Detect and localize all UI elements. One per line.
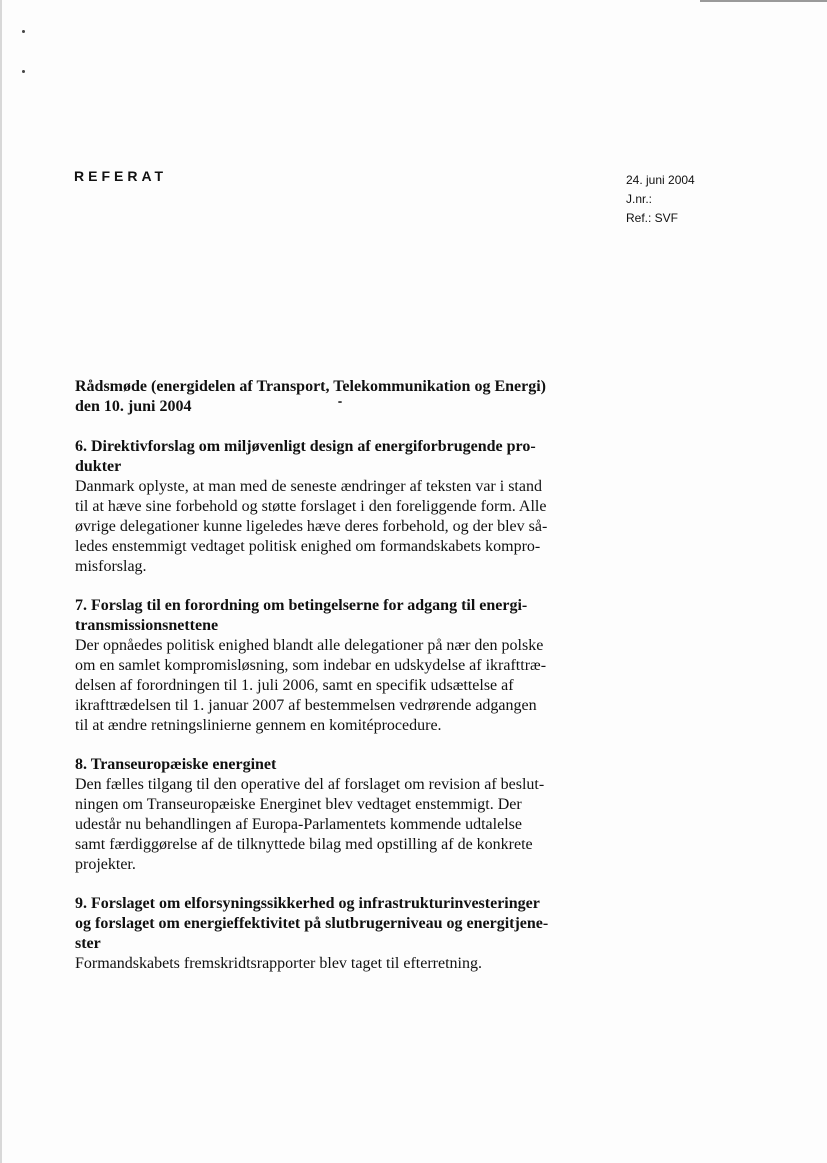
section-heading <box>75 437 580 477</box>
section-body-line: ledes enstemmigt vedtaget politisk enighed om formandskabets kompro- <box>75 538 541 555</box>
section-heading-line: 9. Forslaget om elforsyningssikkerhed og infrastrukturinvesteringer <box>75 895 540 912</box>
document-type-title: REFERAT <box>74 168 168 184</box>
section-body-line: Formandskabets fremskridtsrapporter blev taget til efterretning. <box>75 955 482 972</box>
meeting-title <box>75 377 580 417</box>
section-7 <box>75 596 580 736</box>
section-body-line: til at hæve sine forbehold og støtte forslaget i den foreliggende form. Alle <box>75 498 547 515</box>
journal-number: J.nr.: <box>626 192 653 206</box>
section-9 <box>75 894 580 974</box>
section-body-line: samt færdiggørelse af de tilknyttede bilag med opstilling af de konkrete <box>75 836 533 853</box>
meeting-title-line: den 10. juni 2004 <box>75 398 192 415</box>
section-body-line: til at ændre retningslinierne gennem en komitéprocedure. <box>75 717 442 734</box>
section-heading-line: 7. Forslag til en forordning om betingelserne for adgang til energi- <box>75 597 528 614</box>
section-body-line: misforslag. <box>75 558 147 575</box>
scan-top-line <box>700 0 827 2</box>
section-body-line: delsen af forordningen til 1. juli 2006, samt en specifik udsættelse af <box>75 677 514 694</box>
document-body <box>75 377 580 993</box>
document-date: 24. juni 2004 <box>626 173 695 187</box>
section-heading <box>75 894 580 954</box>
section-heading-line: 8. Transeuropæiske energinet <box>75 756 277 773</box>
section-body-line: om en samlet kompromisløsning, som indebar en udskydelse af ikrafttræ- <box>75 657 547 674</box>
scan-speck <box>22 30 25 33</box>
section-body-line: Der opnåedes politisk enighed blandt alle delegationer på nær den polske <box>75 637 544 654</box>
section-heading-line: transmissionsnettene <box>75 617 219 634</box>
section-body-line: ningen om Transeuropæiske Energinet blev vedtaget enstemmigt. Der <box>75 796 522 813</box>
section-body-line: Danmark oplyste, at man med de seneste ændringer af teksten var i stand <box>75 478 542 495</box>
section-body-line: øvrige delegationer kunne ligeledes hæve deres forbehold, og der blev så- <box>75 518 548 535</box>
section-heading-line: 6. Direktivforslag om miljøvenligt design af energiforbrugende pro- <box>75 438 536 455</box>
section-heading-line: og forslaget om energieffektivitet på slutbrugerniveau og energitjene- <box>75 915 549 932</box>
section-body <box>75 636 580 736</box>
scan-edge-line <box>0 0 2 1163</box>
section-heading <box>75 755 580 775</box>
section-body-line: Den fælles tilgang til den operative del af forslaget om revision af beslut- <box>75 776 545 793</box>
section-body-line: projekter. <box>75 856 136 873</box>
document-meta <box>626 171 695 228</box>
section-heading <box>75 596 580 636</box>
scan-speck <box>22 70 25 73</box>
section-body <box>75 775 580 875</box>
section-6 <box>75 437 580 577</box>
section-body-line: udestår nu behandlingen af Europa-Parlamentets kommende udtalelse <box>75 816 522 833</box>
section-heading-line: dukter <box>75 458 122 475</box>
section-body <box>75 477 580 577</box>
section-heading-line: ster <box>75 935 101 952</box>
section-body <box>75 954 580 974</box>
meeting-title-line: Rådsmøde (energidelen af Transport, Telekommunikation og Energi) <box>75 378 546 395</box>
reference: Ref.: SVF <box>626 211 679 225</box>
section-8 <box>75 755 580 875</box>
section-body-line: ikrafttrædelsen til 1. januar 2007 af bestemmelsen vedrørende adgangen <box>75 697 537 714</box>
